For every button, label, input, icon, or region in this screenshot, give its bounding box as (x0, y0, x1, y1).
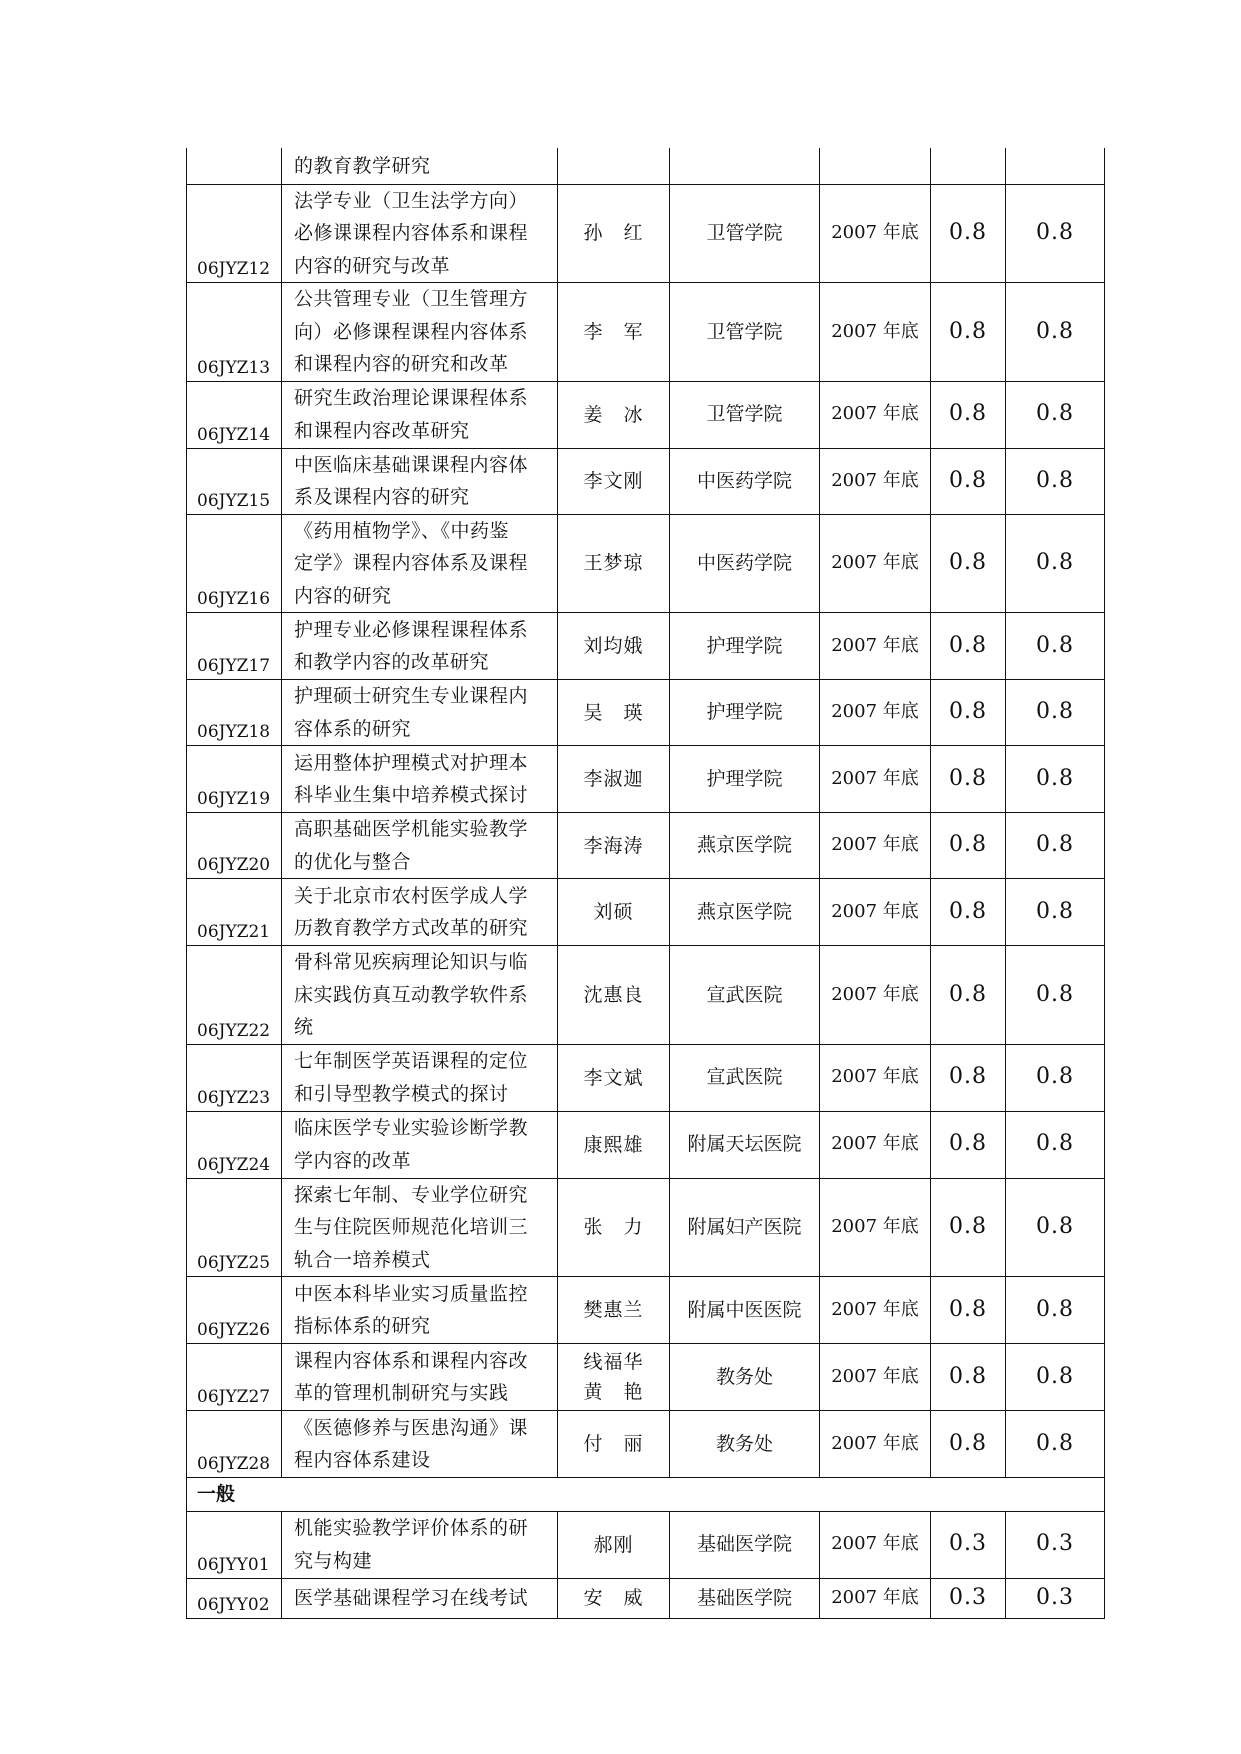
project-code: 06JYZ17 (187, 613, 282, 680)
project-deadline: 2007 年底 (820, 1411, 931, 1478)
project-amount-2: 0.8 (1006, 613, 1105, 680)
project-unit: 护理学院 (670, 746, 820, 813)
project-unit: 燕京医学院 (670, 879, 820, 946)
project-unit: 卫管学院 (670, 381, 820, 448)
project-title (282, 381, 558, 448)
project-deadline: 2007 年底 (820, 184, 931, 283)
project-leader (558, 1344, 670, 1411)
project-title-line: 护理专业必修课程课程体系 (294, 618, 529, 641)
project-deadline: 2007 年底 (820, 1511, 931, 1578)
project-unit: 教务处 (670, 1411, 820, 1478)
project-title-line: 高职基础医学机能实验教学 (294, 818, 529, 840)
project-amount-1: 0.8 (931, 1411, 1006, 1478)
project-title (282, 1178, 558, 1277)
project-deadline: 2007 年底 (820, 1044, 931, 1111)
project-amount-1 (931, 148, 1006, 184)
project-title (282, 514, 558, 613)
table-row (187, 613, 1105, 680)
project-leader-name: 李海涛 (583, 834, 644, 857)
table-row (187, 1411, 1105, 1478)
project-leader (558, 1511, 670, 1578)
project-amount-2: 0.3 (1006, 1511, 1105, 1578)
project-code: 06JYZ26 (187, 1277, 282, 1344)
project-amount-1: 0.8 (931, 184, 1006, 283)
project-amount-1: 0.8 (931, 1111, 1006, 1178)
project-deadline: 2007 年底 (820, 448, 931, 514)
project-table (186, 148, 1105, 1619)
project-amount-2: 0.8 (1006, 1277, 1105, 1344)
project-title-line: 中医本科毕业实习质量监控 (294, 1282, 529, 1305)
project-unit: 中医药学院 (670, 514, 820, 613)
project-deadline: 2007 年底 (820, 1344, 931, 1411)
project-deadline: 2007 年底 (820, 746, 931, 813)
project-leader-name: 张 力 (583, 1216, 644, 1239)
project-title-line: 和课程内容的研究和改革 (294, 353, 509, 375)
project-title-line: 学内容的改革 (294, 1149, 412, 1172)
project-deadline: 2007 年底 (820, 946, 931, 1045)
project-unit: 宣武医院 (670, 1044, 820, 1111)
table-row (187, 813, 1105, 879)
project-title-line: 科毕业生集中培养模式探讨 (294, 784, 529, 806)
project-leader-name: 沈惠良 (583, 983, 644, 1006)
project-title-line: 历教育教学方式改革的研究 (294, 917, 529, 939)
project-leader-name: 刘均娥 (583, 635, 644, 657)
project-title-line: 定学》课程内容体系及课程 (294, 552, 529, 574)
project-title-line: 探索七年制、专业学位研究 (294, 1183, 529, 1206)
project-title-line: 骨科常见疾病理论知识与临 (294, 951, 529, 973)
project-amount-1: 0.8 (931, 1178, 1006, 1277)
project-leader-name: 付 丽 (583, 1433, 644, 1455)
project-deadline: 2007 年底 (820, 1178, 931, 1277)
project-amount-2 (1006, 148, 1105, 184)
project-leader (558, 381, 670, 448)
project-leader (558, 1411, 670, 1478)
project-title-line: 内容的研究与改革 (294, 254, 451, 277)
project-code: 06JYZ25 (187, 1178, 282, 1277)
project-title (282, 148, 558, 184)
project-leader (558, 746, 670, 813)
project-title (282, 184, 558, 283)
project-code (187, 148, 282, 184)
project-leader (558, 1277, 670, 1344)
project-amount-1: 0.8 (931, 1344, 1006, 1411)
project-amount-2: 0.8 (1006, 1111, 1105, 1178)
project-leader-name: 安 威 (583, 1587, 644, 1609)
project-amount-1: 0.8 (931, 448, 1006, 514)
table-row (187, 1511, 1105, 1578)
project-code: 06JYZ14 (187, 381, 282, 448)
project-title-line: 的优化与整合 (294, 850, 412, 873)
project-title-line: 机能实验教学评价体系的研 (294, 1517, 529, 1539)
project-title-line: 统 (294, 1016, 314, 1038)
project-title-line: 研究生政治理论课课程体系 (294, 387, 529, 409)
project-code: 06JYY02 (187, 1578, 282, 1618)
project-deadline: 2007 年底 (820, 1277, 931, 1344)
project-unit: 宣武医院 (670, 946, 820, 1045)
project-title (282, 613, 558, 680)
project-unit: 护理学院 (670, 613, 820, 680)
project-deadline: 2007 年底 (820, 613, 931, 680)
project-code: 06JYZ15 (187, 448, 282, 514)
section-row (187, 1478, 1105, 1512)
project-amount-2: 0.8 (1006, 879, 1105, 946)
project-title-line: 容体系的研究 (294, 717, 412, 740)
table-row (187, 1178, 1105, 1277)
table-row (187, 1111, 1105, 1178)
project-leader-name: 李淑迦 (583, 768, 644, 790)
project-title-line: 轨合一培养模式 (294, 1248, 431, 1271)
project-deadline: 2007 年底 (820, 813, 931, 879)
project-title (282, 1277, 558, 1344)
project-code: 06JYZ13 (187, 283, 282, 382)
project-code: 06JYY01 (187, 1511, 282, 1578)
project-unit: 基础医学院 (670, 1578, 820, 1618)
table-row (187, 1578, 1105, 1618)
project-unit: 教务处 (670, 1344, 820, 1411)
project-leader (558, 1578, 670, 1618)
project-title (282, 1111, 558, 1178)
project-title-line: 运用整体护理模式对护理本 (294, 751, 529, 774)
project-amount-2: 0.8 (1006, 1178, 1105, 1277)
table-row (187, 746, 1105, 813)
project-amount-1: 0.8 (931, 680, 1006, 746)
project-title-line: 和引导型教学模式的探讨 (294, 1082, 509, 1105)
project-amount-1: 0.8 (931, 514, 1006, 613)
project-unit: 卫管学院 (670, 283, 820, 382)
project-leader-name: 康熙雄 (583, 1133, 644, 1156)
project-title-line: 法学专业（卫生法学方向） (294, 189, 529, 212)
project-amount-1: 0.8 (931, 879, 1006, 946)
project-deadline (820, 148, 931, 184)
project-leader (558, 148, 670, 184)
project-amount-2: 0.3 (1006, 1578, 1105, 1618)
table-row (187, 1344, 1105, 1411)
project-amount-2: 0.8 (1006, 813, 1105, 879)
project-title (282, 746, 558, 813)
table-row (187, 946, 1105, 1045)
project-title-line: 生与住院医师规范化培训三 (294, 1216, 529, 1238)
project-title (282, 1344, 558, 1411)
project-title-line: 程内容体系建设 (294, 1449, 431, 1471)
section-label: 一般 (187, 1478, 1105, 1512)
project-amount-2: 0.8 (1006, 946, 1105, 1045)
project-unit: 附属天坛医院 (670, 1111, 820, 1178)
project-leader (558, 283, 670, 382)
project-table-container (186, 148, 1104, 1619)
project-unit: 中医药学院 (670, 448, 820, 514)
project-deadline: 2007 年底 (820, 514, 931, 613)
project-amount-2: 0.8 (1006, 381, 1105, 448)
project-title-line: 临床医学专业实验诊断学教 (294, 1117, 529, 1139)
project-title (282, 283, 558, 382)
project-amount-1: 0.8 (931, 746, 1006, 813)
project-leader-name: 黄 艳 (583, 1381, 644, 1403)
project-deadline: 2007 年底 (820, 1111, 931, 1178)
project-amount-2: 0.8 (1006, 283, 1105, 382)
table-row (187, 514, 1105, 613)
project-unit: 附属妇产医院 (670, 1178, 820, 1277)
project-code: 06JYZ28 (187, 1411, 282, 1478)
project-deadline: 2007 年底 (820, 879, 931, 946)
table-row (187, 448, 1105, 514)
project-leader-name: 王梦琼 (583, 552, 644, 575)
project-amount-1: 0.8 (931, 1044, 1006, 1111)
project-amount-2: 0.8 (1006, 184, 1105, 283)
project-leader (558, 514, 670, 613)
project-title-line: 内容的研究 (294, 584, 392, 607)
project-amount-2: 0.8 (1006, 1044, 1105, 1111)
project-title (282, 1411, 558, 1478)
table-row (187, 879, 1105, 946)
project-title-line: 中医临床基础课课程内容体 (294, 453, 529, 476)
project-amount-1: 0.8 (931, 613, 1006, 680)
project-title-line: 公共管理专业（卫生管理方 (294, 288, 529, 310)
project-amount-2: 0.8 (1006, 746, 1105, 813)
project-amount-2: 0.8 (1006, 514, 1105, 613)
project-title-line: 关于北京市农村医学成人学 (294, 884, 529, 907)
project-amount-2: 0.8 (1006, 680, 1105, 746)
project-title-line: 革的管理机制研究与实践 (294, 1382, 509, 1404)
project-deadline: 2007 年底 (820, 1578, 931, 1618)
project-leader (558, 448, 670, 514)
project-title (282, 1511, 558, 1578)
project-title-line: 和课程内容改革研究 (294, 419, 470, 442)
project-code: 06JYZ23 (187, 1044, 282, 1111)
project-leader (558, 613, 670, 680)
project-leader (558, 1111, 670, 1178)
project-title (282, 448, 558, 514)
project-leader-name: 李文斌 (583, 1066, 644, 1089)
project-title-line: 系及课程内容的研究 (294, 486, 470, 508)
project-amount-2: 0.8 (1006, 1411, 1105, 1478)
project-leader (558, 879, 670, 946)
project-leader (558, 184, 670, 283)
project-leader (558, 813, 670, 879)
project-title (282, 946, 558, 1045)
table-row (187, 1277, 1105, 1344)
project-code: 06JYZ19 (187, 746, 282, 813)
project-title-line: 课程内容体系和课程内容改 (294, 1349, 529, 1372)
project-title-line: 《药用植物学》、《中药鉴 (294, 519, 510, 542)
project-amount-1: 0.3 (931, 1511, 1006, 1578)
project-title-line: 医学基础课程学习在线考试 (294, 1586, 529, 1609)
project-code: 06JYZ22 (187, 946, 282, 1045)
project-title-line: 究与构建 (294, 1549, 373, 1572)
project-title-line: 和教学内容的改革研究 (294, 651, 490, 673)
project-title (282, 879, 558, 946)
project-amount-1: 0.8 (931, 813, 1006, 879)
project-deadline: 2007 年底 (820, 283, 931, 382)
project-code: 06JYZ20 (187, 813, 282, 879)
project-deadline: 2007 年底 (820, 680, 931, 746)
project-amount-1: 0.8 (931, 1277, 1006, 1344)
project-unit (670, 148, 820, 184)
project-title-line: 护理硕士研究生专业课程内 (294, 685, 529, 707)
project-leader-name: 樊惠兰 (583, 1299, 644, 1321)
project-code: 06JYZ24 (187, 1111, 282, 1178)
project-amount-2: 0.8 (1006, 448, 1105, 514)
project-code: 06JYZ21 (187, 879, 282, 946)
table-row (187, 148, 1105, 184)
project-title (282, 1578, 558, 1618)
project-amount-1: 0.8 (931, 283, 1006, 382)
project-leader (558, 946, 670, 1045)
project-leader-name: 孙 红 (583, 222, 644, 245)
project-code: 06JYZ12 (187, 184, 282, 283)
project-title-line: 床实践仿真互动教学软件系 (294, 983, 529, 1006)
project-leader-name: 吴 瑛 (583, 701, 644, 724)
project-leader-name: 李文刚 (583, 470, 644, 492)
project-unit: 附属中医医院 (670, 1277, 820, 1344)
project-title-line: 七年制医学英语课程的定位 (294, 1050, 529, 1072)
project-leader-name: 李 军 (583, 320, 644, 343)
project-unit: 基础医学院 (670, 1511, 820, 1578)
project-leader-name: 姜 冰 (583, 403, 644, 426)
project-amount-1: 0.3 (931, 1578, 1006, 1618)
project-unit: 燕京医学院 (670, 813, 820, 879)
project-leader (558, 1044, 670, 1111)
project-unit: 护理学院 (670, 680, 820, 746)
project-code: 06JYZ18 (187, 680, 282, 746)
table-row (187, 381, 1105, 448)
project-amount-1: 0.8 (931, 946, 1006, 1045)
table-row (187, 184, 1105, 283)
project-code: 06JYZ16 (187, 514, 282, 613)
project-unit: 卫管学院 (670, 184, 820, 283)
table-row (187, 1044, 1105, 1111)
project-leader (558, 680, 670, 746)
project-title (282, 1044, 558, 1111)
project-title (282, 813, 558, 879)
project-title-line: 《医德修养与医患沟通》课 (294, 1416, 529, 1439)
project-leader-name: 郝刚 (593, 1533, 634, 1556)
project-title-line: 必修课课程内容体系和课程 (294, 222, 529, 244)
project-leader (558, 1178, 670, 1277)
project-amount-1: 0.8 (931, 381, 1006, 448)
project-leader-name: 刘硕 (593, 901, 634, 923)
project-title (282, 680, 558, 746)
project-title-line: 向）必修课程课程内容体系 (294, 320, 529, 343)
project-amount-2: 0.8 (1006, 1344, 1105, 1411)
project-title-line: 的教育教学研究 (294, 154, 431, 177)
table-row (187, 680, 1105, 746)
project-leader-name: 线福华 (583, 1351, 644, 1373)
table-row (187, 283, 1105, 382)
project-title-line: 指标体系的研究 (294, 1315, 431, 1337)
project-code: 06JYZ27 (187, 1344, 282, 1411)
project-deadline: 2007 年底 (820, 381, 931, 448)
